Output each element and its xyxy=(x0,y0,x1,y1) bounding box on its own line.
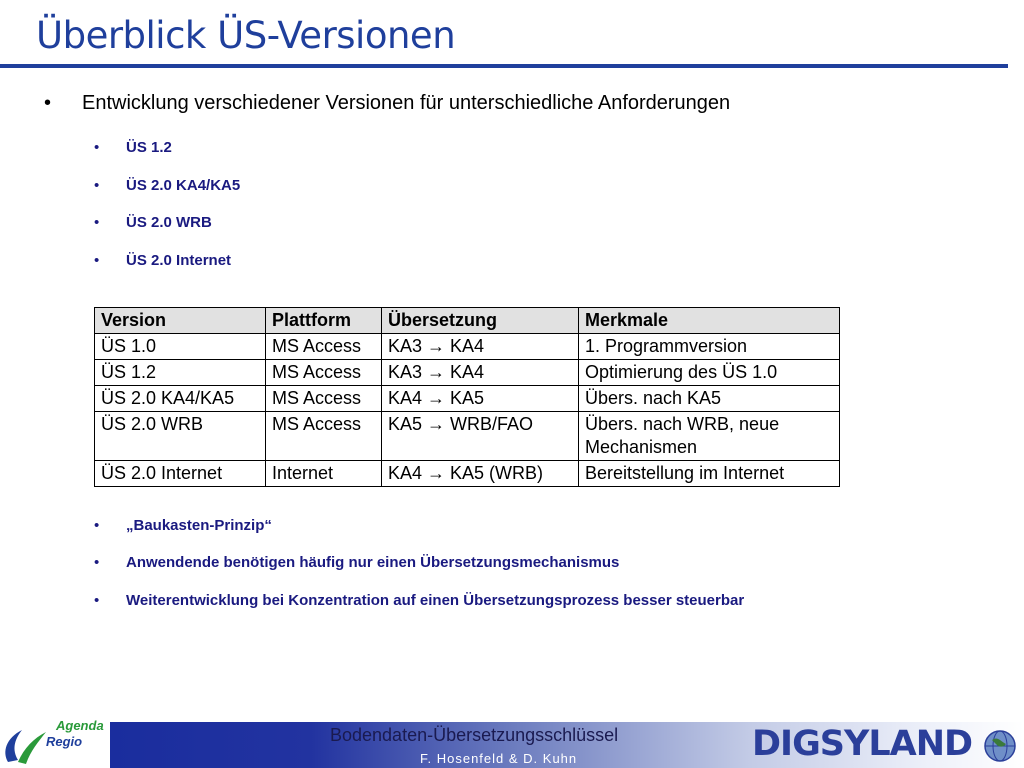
table-cell: Übers. nach KA5 xyxy=(579,386,840,412)
sub-bullet-text: ÜS 2.0 Internet xyxy=(126,252,232,269)
bullet-marker: • xyxy=(94,252,100,269)
table-cell: ÜS 2.0 Internet xyxy=(95,461,266,487)
swoosh-icon xyxy=(0,718,48,768)
bullet-marker: • xyxy=(94,177,100,194)
table-row xyxy=(95,360,840,386)
logo-text-agenda: Agenda xyxy=(56,718,104,733)
table-row xyxy=(95,461,840,487)
table-cell: Übers. nach WRB, neue Mechanismen xyxy=(579,412,840,461)
sub-bullet-text: ÜS 2.0 KA4/KA5 xyxy=(126,177,241,194)
table-cell: MS Access xyxy=(266,412,382,461)
table-cell: Internet xyxy=(266,461,382,487)
column-header: Plattform xyxy=(266,308,382,334)
bullet-marker: • xyxy=(44,92,52,114)
table-cell: ÜS 1.2 xyxy=(95,360,266,386)
column-header: Merkmale xyxy=(579,308,840,334)
footer-title: Bodendaten-Übersetzungsschlüssel xyxy=(330,725,619,745)
table-cell: KA3 → KA4 xyxy=(382,360,579,386)
table-cell: MS Access xyxy=(266,386,382,412)
bullet-marker: • xyxy=(94,554,100,571)
column-header: Version xyxy=(95,308,266,334)
table-cell: Optimierung des ÜS 1.0 xyxy=(579,360,840,386)
logo-text-regio: Regio xyxy=(46,734,83,749)
digsyland-logo: DIGSYLAND xyxy=(752,724,973,764)
table-row xyxy=(95,334,840,360)
table-row xyxy=(95,386,840,412)
table-cell: MS Access xyxy=(266,360,382,386)
globe-icon xyxy=(982,728,1018,764)
table-cell: 1. Programmversion xyxy=(579,334,840,360)
main-bullet-text: Entwicklung verschiedener Versionen für unterschiedliche Anforderungen xyxy=(82,92,731,114)
sub-bullet-text: ÜS 1.2 xyxy=(126,139,172,156)
title-divider xyxy=(0,64,1008,68)
agenda-regio-logo xyxy=(0,718,112,768)
bullet-marker: • xyxy=(94,517,100,534)
table-header-row xyxy=(95,308,840,334)
versions-table xyxy=(94,307,840,487)
sub-bullet-text: „Baukasten-Prinzip“ xyxy=(126,517,272,534)
table-cell: ÜS 2.0 WRB xyxy=(95,412,266,461)
table-cell: KA3 → KA4 xyxy=(382,334,579,360)
page-title: Überblick ÜS-Versionen xyxy=(36,14,456,57)
bullet-marker: • xyxy=(94,214,100,231)
table-cell: ÜS 2.0 KA4/KA5 xyxy=(95,386,266,412)
table-cell: KA4 → KA5 (WRB) xyxy=(382,461,579,487)
bullet-marker: • xyxy=(94,592,100,609)
sub-bullet-text: Weiterentwicklung bei Konzentration auf einen Übersetzungsprozess besser steuerbar xyxy=(126,592,745,609)
sub-bullet-text: Anwendende benötigen häufig nur einen Übersetzungsmechanismus xyxy=(126,554,620,571)
sub-bullet-text: ÜS 2.0 WRB xyxy=(126,214,212,231)
table-cell: MS Access xyxy=(266,334,382,360)
table-cell: KA5 → WRB/FAO xyxy=(382,412,579,461)
footer-authors: F. Hosenfeld & D. Kuhn xyxy=(420,751,578,766)
bullet-marker: • xyxy=(94,139,100,156)
table-cell: Bereitstellung im Internet xyxy=(579,461,840,487)
table-row xyxy=(95,412,840,461)
column-header: Übersetzung xyxy=(382,308,579,334)
table-cell: KA4 → KA5 xyxy=(382,386,579,412)
table-cell: ÜS 1.0 xyxy=(95,334,266,360)
